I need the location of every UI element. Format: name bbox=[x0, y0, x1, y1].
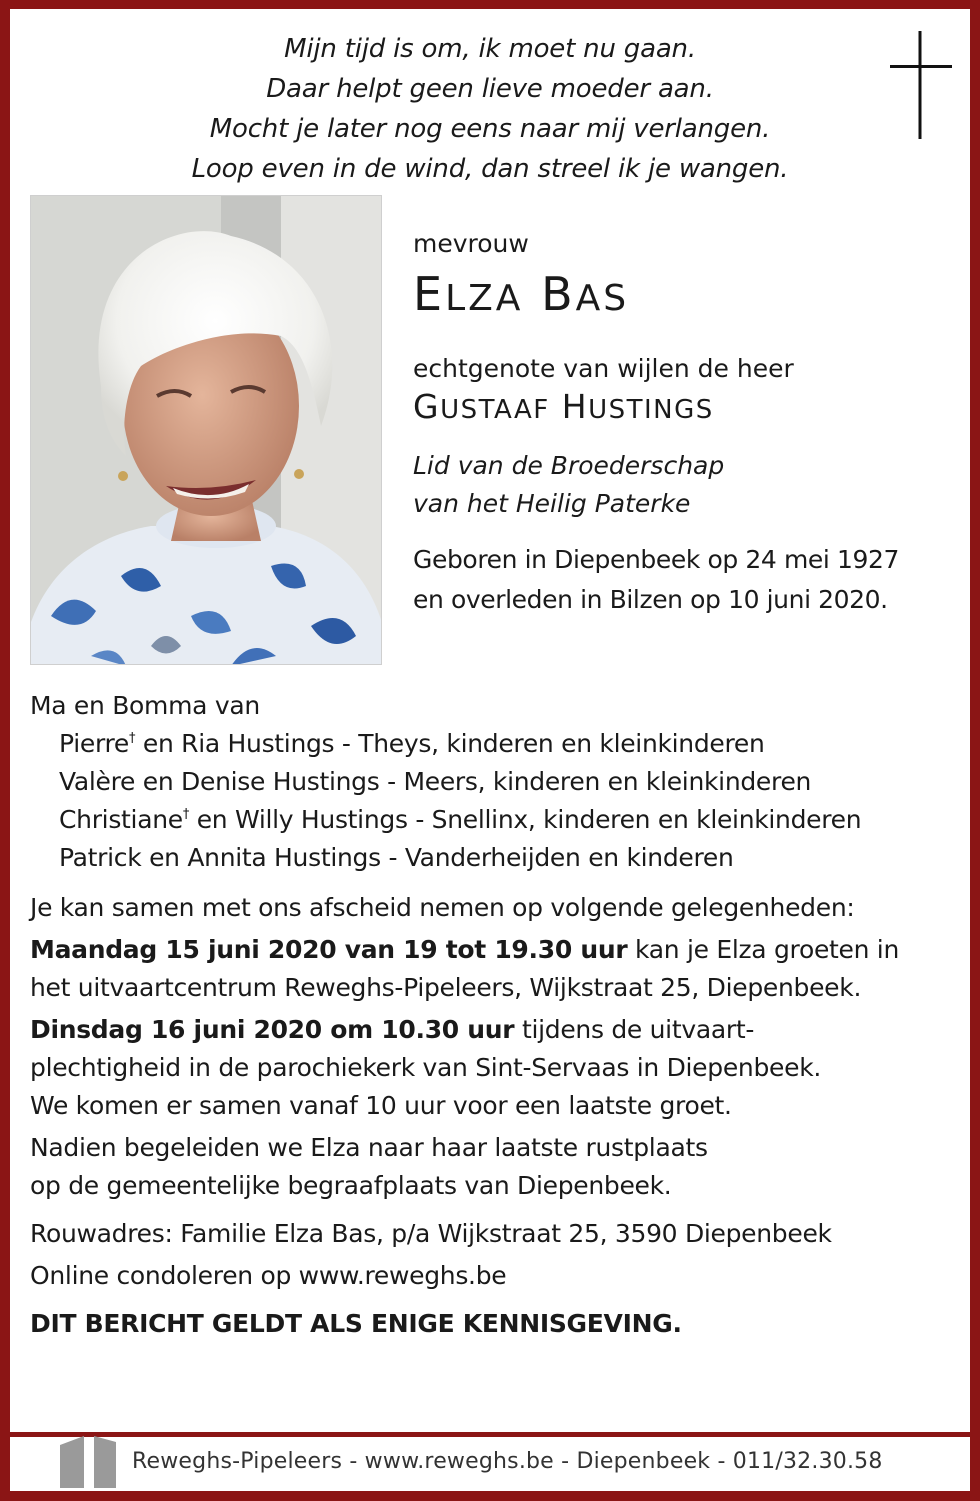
family-intro: Ma en Bomma van bbox=[30, 691, 260, 720]
spouse-name: GUSTAAF HUSTINGS bbox=[413, 387, 714, 426]
family-line: Christiane† en Willy Hustings - Snellinx, kinderen en kleinkinderen bbox=[59, 805, 862, 834]
portrait-photo bbox=[30, 195, 382, 665]
family-line: Valère en Denise Hustings - Meers, kinderen en kleinkinderen bbox=[59, 767, 812, 796]
announcement-body bbox=[30, 687, 960, 1343]
footer-contact: Reweghs-Pipeleers - www.reweghs.be - Diepenbeek - 011/32.30.58 bbox=[132, 1449, 883, 1474]
farewell-item-funeral: Dinsdag 16 juni 2020 om 10.30 uur tijdens de uitvaart- plechtigheid in de parochiekerk van Sint-Servaas in Diepenbeek. We komen er samen vanaf 10 uur voor een laatste groet. bbox=[30, 1015, 822, 1120]
condolence-address: Rouwadres: Familie Elza Bas, p/a Wijkstraat 25, 3590 Diepenbeek bbox=[30, 1219, 832, 1248]
life-dates: Geboren in Diepenbeek op 24 mei 1927 en overleden in Bilzen op 10 juni 2020. bbox=[413, 545, 900, 614]
poem bbox=[10, 29, 970, 189]
spouse-label: echtgenote van wijlen de heer bbox=[413, 354, 794, 383]
family-line: Pierre† en Ria Hustings - Theys, kinderen en kleinkinderen bbox=[59, 729, 765, 758]
poem-line: Mocht je later nog eens naar mij verlangen. bbox=[209, 114, 771, 144]
poem-line: Daar helpt geen lieve moeder aan. bbox=[266, 74, 714, 104]
farewell-intro: Je kan samen met ons afscheid nemen op volgende gelegenheden: bbox=[30, 893, 855, 922]
cross-icon bbox=[890, 31, 952, 139]
poem-line: Loop even in de wind, dan streel ik je wangen. bbox=[191, 154, 789, 184]
poem-line: Mijn tijd is om, ik moet nu gaan. bbox=[284, 34, 696, 64]
burial-info: Nadien begeleiden we Elza naar haar laatste rustplaats op de gemeentelijke begraafplaats van Diepenbeek. bbox=[30, 1133, 708, 1200]
honorific: mevrouw bbox=[413, 229, 529, 258]
family-line: Patrick en Annita Hustings - Vanderheijden en kinderen bbox=[59, 843, 734, 872]
membership: Lid van de Broederschap van het Heilig Paterke bbox=[413, 451, 725, 518]
farewell-item-visitation: Maandag 15 juni 2020 van 19 tot 19.30 uur kan je Elza groeten in het uitvaartcentrum Reweghs-Pipeleers, Wijkstraat 25, Diepenbeek. bbox=[30, 935, 899, 1002]
deceased-name: ELZA BAS bbox=[413, 267, 630, 321]
online-condolences: Online condoleren op www.reweghs.be bbox=[30, 1261, 507, 1290]
deceased-info bbox=[413, 227, 973, 620]
funeral-home-logo bbox=[60, 1436, 122, 1488]
notice: DIT BERICHT GELDT ALS ENIGE KENNISGEVING. bbox=[30, 1309, 682, 1338]
footer-divider bbox=[10, 1432, 970, 1437]
